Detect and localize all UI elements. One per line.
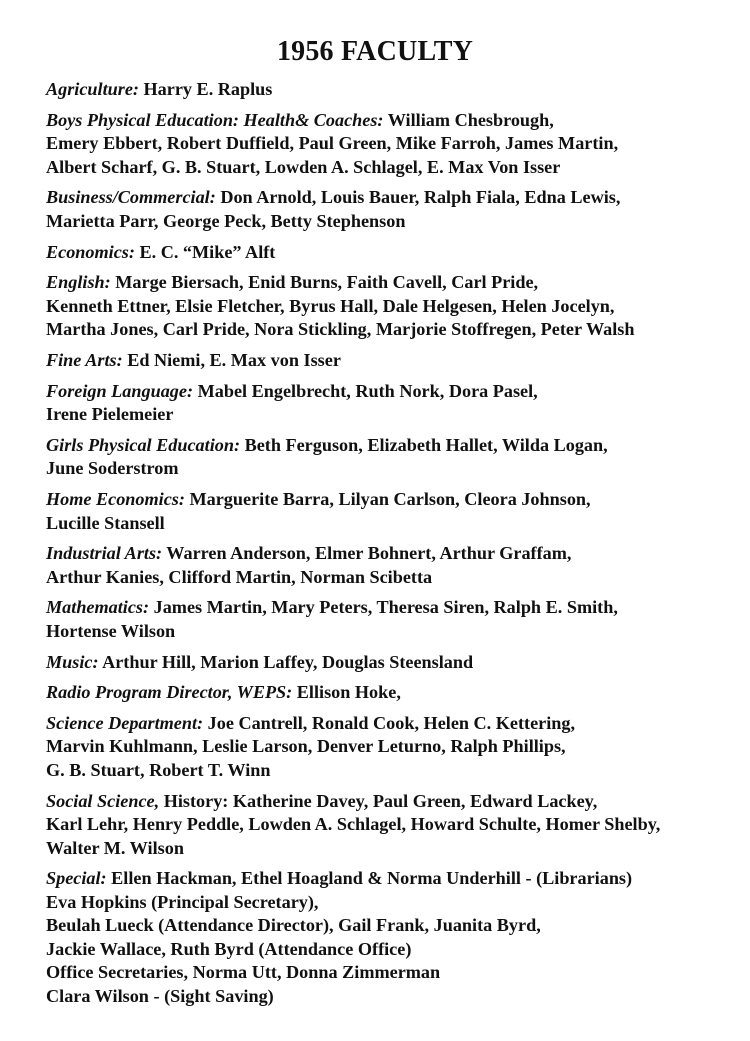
faculty-names: Arthur Hill, Marion Laffey, Douglas Steensland bbox=[98, 651, 474, 672]
department-label: Girls Physical Education: bbox=[46, 434, 241, 455]
faculty-names: Warren Anderson, Elmer Bohnert, Arthur Graffam, bbox=[162, 543, 572, 564]
section-social-science bbox=[46, 790, 736, 861]
faculty-names-line: Eva Hopkins (Principal Secretary), bbox=[46, 891, 319, 912]
faculty-names-line: Arthur Kanies, Clifford Martin, Norman Scibetta bbox=[46, 566, 433, 587]
section-business-commercial bbox=[46, 186, 736, 233]
section-girls-physical-education bbox=[46, 434, 736, 481]
section-special bbox=[46, 867, 736, 1008]
faculty-names-line: Clara Wilson - (Sight Saving) bbox=[46, 985, 274, 1006]
department-label: Foreign Language: bbox=[46, 380, 194, 401]
faculty-names: Ellison Hoke, bbox=[292, 682, 401, 703]
department-label: Mathematics: bbox=[46, 597, 150, 618]
faculty-names-line: Albert Scharf, G. B. Stuart, Lowden A. Schlagel, E. Max Von Isser bbox=[46, 156, 561, 177]
section-english bbox=[46, 271, 736, 342]
faculty-names-line: Jackie Wallace, Ruth Byrd (Attendance Office) bbox=[46, 938, 412, 959]
faculty-names-line: June Soderstrom bbox=[46, 458, 179, 479]
department-label: Economics: bbox=[46, 241, 135, 262]
faculty-list bbox=[46, 78, 736, 1016]
section-agriculture bbox=[46, 78, 736, 102]
faculty-names-line: Hortense Wilson bbox=[46, 620, 176, 641]
faculty-names-line: Emery Ebbert, Robert Duffield, Paul Green, Mike Farroh, James Martin, bbox=[46, 133, 619, 154]
faculty-names: James Martin, Mary Peters, Theresa Siren, Ralph E. Smith, bbox=[149, 597, 618, 618]
faculty-names-line: Beulah Lueck (Attendance Director), Gail Frank, Juanita Byrd, bbox=[46, 915, 541, 936]
department-label: Business/Commercial: bbox=[46, 187, 216, 208]
faculty-names-line: Karl Lehr, Henry Peddle, Lowden A. Schlagel, Howard Schulte, Homer Shelby, bbox=[46, 814, 661, 835]
faculty-names: Harry E. Raplus bbox=[138, 79, 273, 99]
faculty-names: Marguerite Barra, Lilyan Carlson, Cleora Johnson, bbox=[184, 489, 591, 509]
faculty-names: Joe Cantrell, Ronald Cook, Helen C. Kettering, bbox=[203, 712, 576, 733]
section-economics bbox=[46, 241, 736, 265]
faculty-names-line: Marietta Parr, George Peck, Betty Stephenson bbox=[46, 210, 406, 231]
faculty-names: Ed Niemi, E. Max von Isser bbox=[122, 349, 341, 370]
faculty-names-line: G. B. Stuart, Robert T. Winn bbox=[46, 759, 271, 780]
faculty-names-line: Marvin Kuhlmann, Leslie Larson, Denver Leturno, Ralph Phillips, bbox=[46, 736, 566, 757]
faculty-names-line: Kenneth Ettner, Elsie Fletcher, Byrus Hall, Dale Helgesen, Helen Jocelyn, bbox=[46, 295, 615, 316]
section-boys-physical-education bbox=[46, 109, 736, 180]
department-label: Boys Physical Education: Health& Coaches: bbox=[46, 109, 384, 130]
page-title: 1956 FACULTY bbox=[276, 36, 474, 67]
section-foreign-language bbox=[46, 380, 736, 427]
section-science-department bbox=[46, 712, 736, 783]
faculty-names-line: Walter M. Wilson bbox=[46, 837, 184, 858]
faculty-names: Beth Ferguson, Elizabeth Hallet, Wilda Logan, bbox=[240, 434, 608, 455]
department-label: Social Science, bbox=[46, 790, 160, 811]
section-industrial-arts bbox=[46, 542, 736, 589]
faculty-names-line: Irene Pielemeier bbox=[46, 404, 174, 425]
section-radio-program-director bbox=[46, 681, 736, 705]
department-label: Music: bbox=[46, 651, 99, 672]
faculty-names: Marge Biersach, Enid Burns, Faith Cavell, Carl Pride, bbox=[110, 272, 539, 293]
department-label: Radio Program Director, WEPS: bbox=[46, 682, 293, 703]
faculty-names: History: Katherine Davey, Paul Green, Edward Lackey, bbox=[159, 790, 598, 811]
section-music bbox=[46, 651, 736, 675]
faculty-names: William Chesbrough, bbox=[383, 109, 554, 130]
department-label: Agriculture: bbox=[46, 79, 139, 99]
department-label: English: bbox=[46, 272, 111, 293]
department-label: Fine Arts: bbox=[46, 349, 123, 370]
faculty-names: Mabel Engelbrecht, Ruth Nork, Dora Pasel, bbox=[193, 380, 538, 401]
faculty-names-line: Martha Jones, Carl Pride, Nora Stickling, Marjorie Stoffregen, Peter Walsh bbox=[46, 319, 635, 340]
department-label: Industrial Arts: bbox=[46, 543, 163, 564]
faculty-names-line: Lucille Stansell bbox=[46, 512, 165, 533]
department-label: Science Department: bbox=[46, 712, 204, 733]
faculty-names-line: Office Secretaries, Norma Utt, Donna Zimmerman bbox=[46, 962, 441, 983]
department-label: Home Economics: bbox=[46, 489, 185, 509]
department-label: Special: bbox=[46, 868, 107, 889]
section-fine-arts bbox=[46, 349, 736, 373]
section-home-economics bbox=[46, 488, 736, 535]
faculty-names: E. C. “Mike” Alft bbox=[134, 241, 276, 262]
faculty-names: Ellen Hackman, Ethel Hoagland & Norma Underhill - (Librarians) bbox=[106, 868, 633, 889]
faculty-names: Don Arnold, Louis Bauer, Ralph Fiala, Edna Lewis, bbox=[215, 187, 621, 208]
section-mathematics bbox=[46, 596, 736, 643]
